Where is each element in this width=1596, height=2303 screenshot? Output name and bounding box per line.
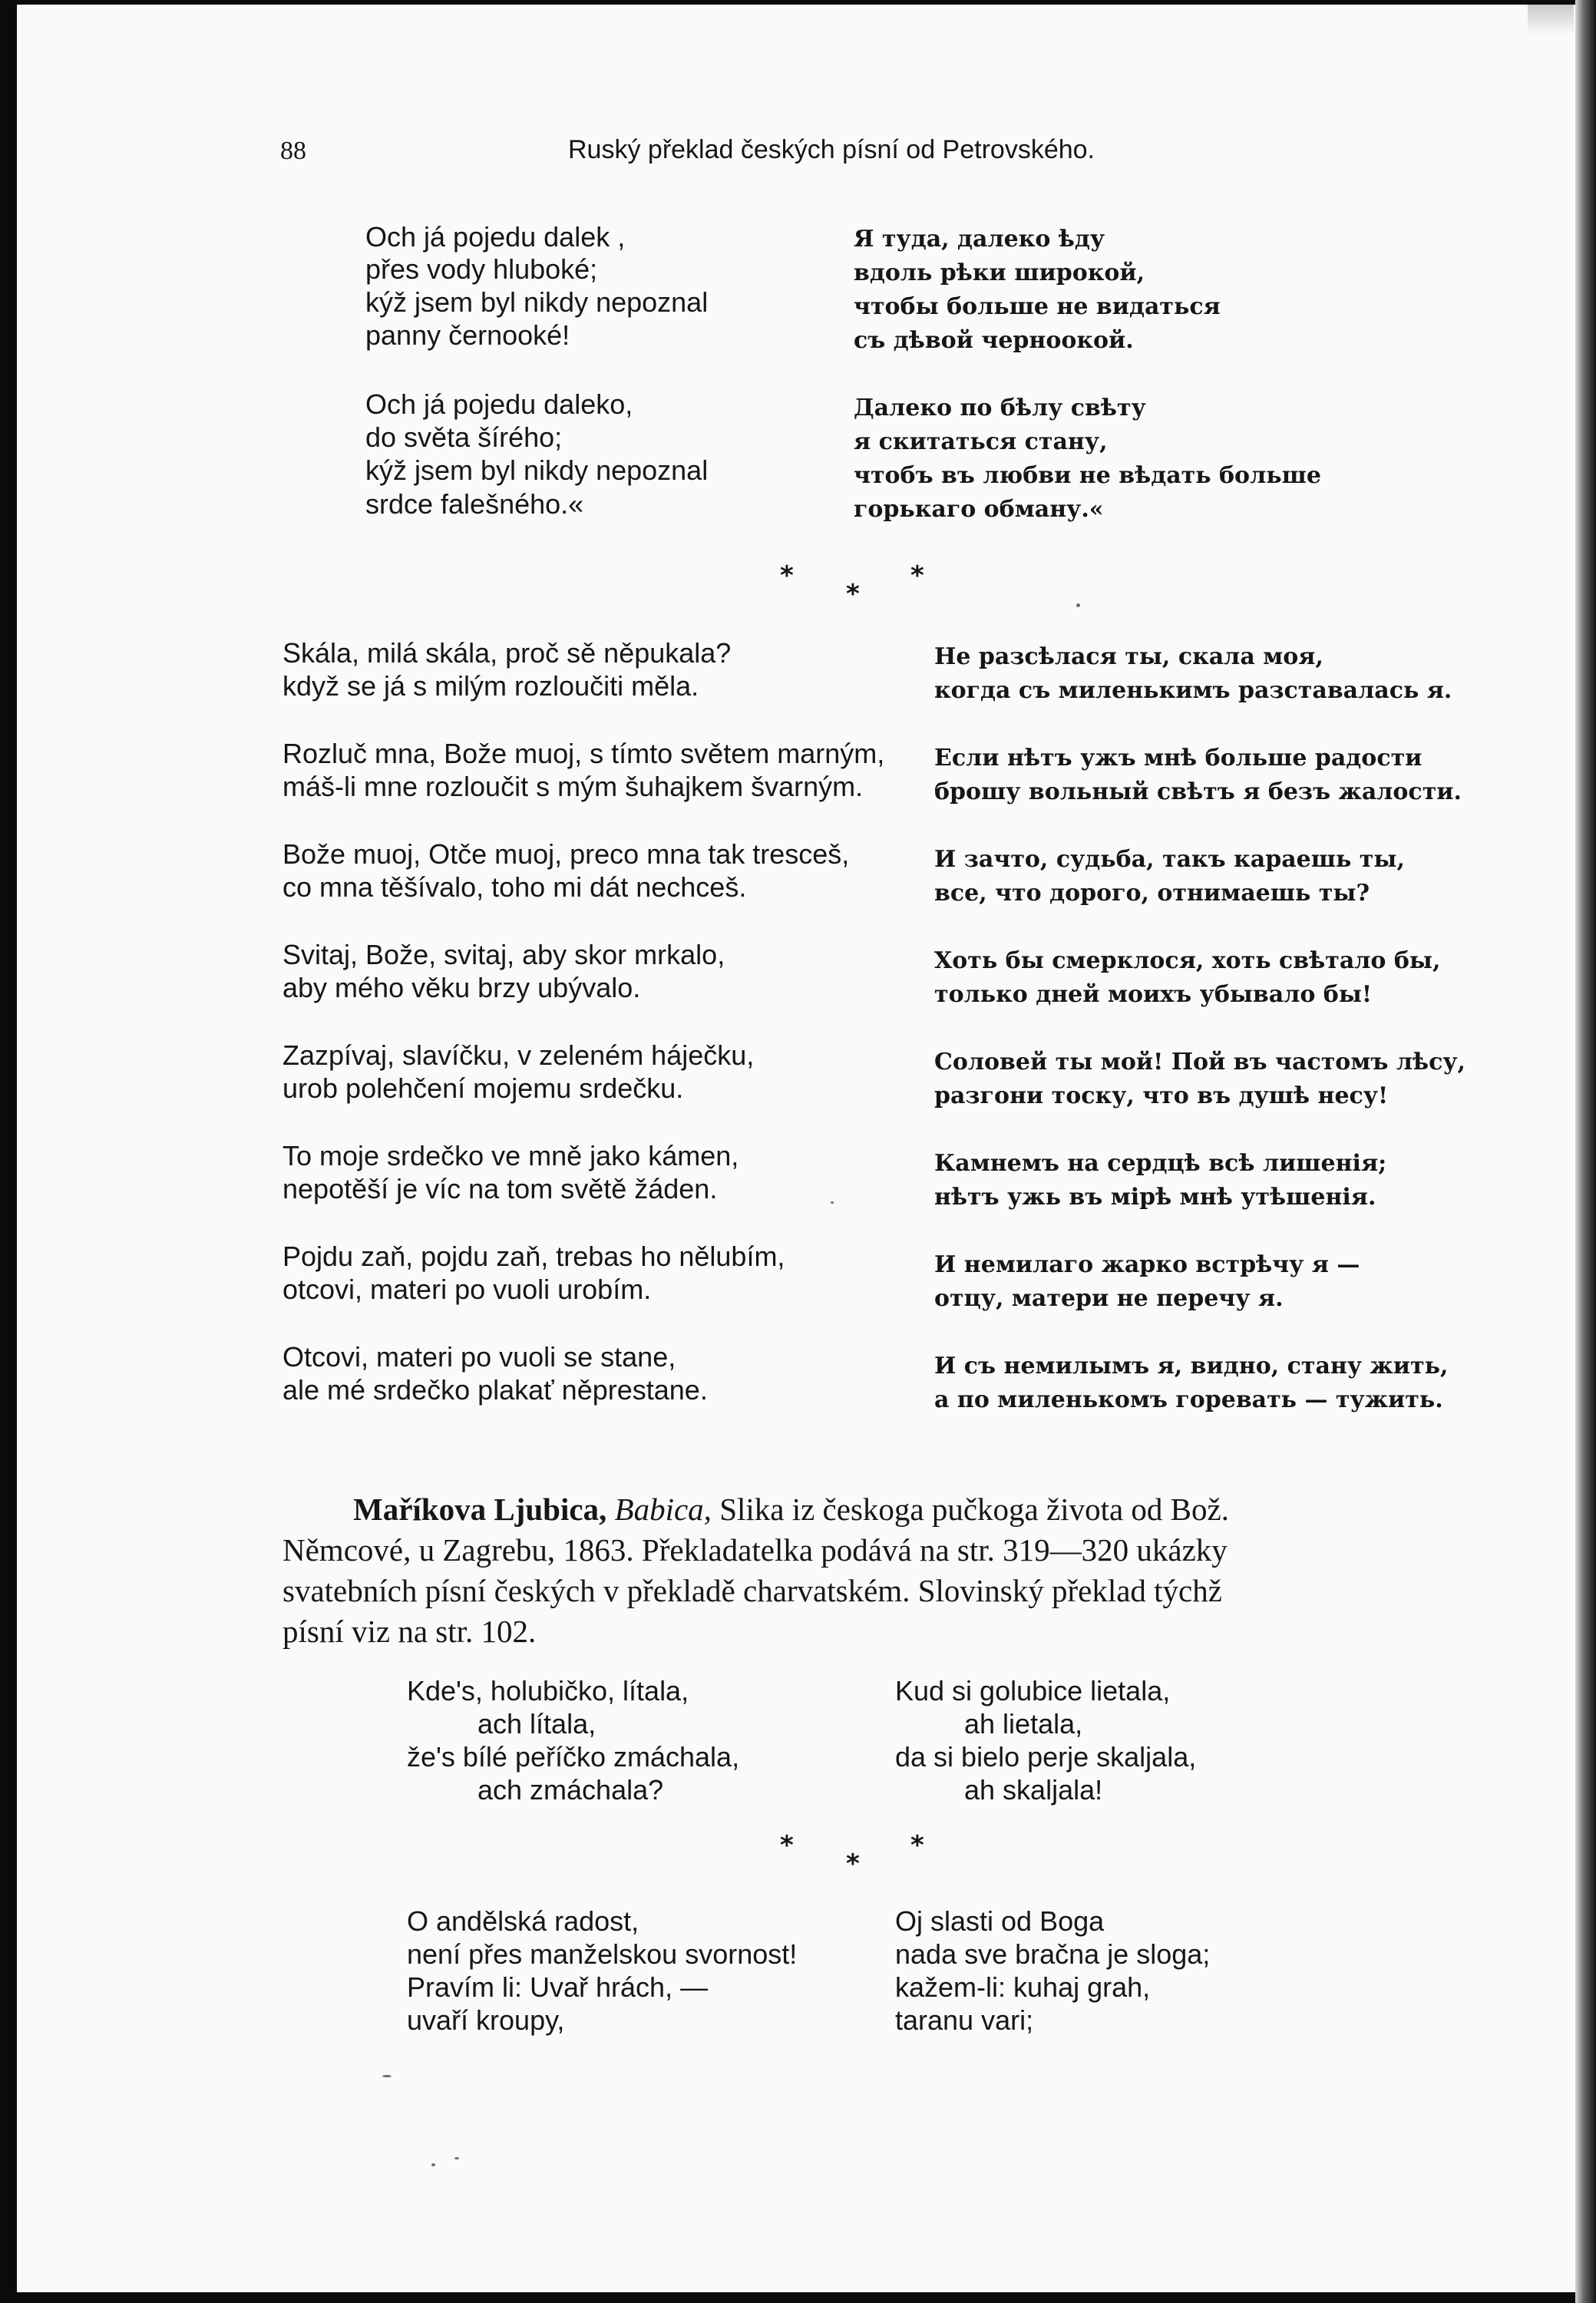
poem2-cz-line: nepotěší je víc na tom světě žáden.	[283, 1173, 718, 1204]
poem4-hr-line: taranu vari;	[895, 2004, 1034, 2036]
poem4-hr-line: nada sve bračna je sloga;	[895, 1938, 1211, 1970]
poem4-cz-line: Pravím li: Uvař hrách, —	[407, 1971, 709, 2003]
paragraph-line-1-rest: Slika iz českoga pučkoga života od Bož.	[719, 1492, 1229, 1527]
poem1-cz-line: Och já pojedu dalek ,	[365, 221, 626, 253]
poem2-cz-line: otcovi, materi po vuoli urobím.	[283, 1274, 652, 1305]
poem1-ru-line: я скитаться стану,	[854, 428, 1108, 455]
poem2-cz-line: Rozluč mna, Bože muoj, s tímto světem marným,	[283, 738, 885, 769]
separator-asterisk: *	[780, 560, 794, 591]
poem2-ru-line: нѣтъ ужь въ мірѣ мнѣ утѣшенія.	[934, 1184, 1376, 1211]
poem2-cz-line: Bože muoj, Otče muoj, preco mna tak tresceš,	[283, 838, 850, 870]
poem2-cz-line: Pojdu zaň, pojdu zaň, trebas ho nělubím,	[283, 1241, 785, 1272]
scan-speck	[1076, 603, 1080, 607]
poem2-cz-line: Svitaj, Bože, svitaj, aby skor mrkalo,	[283, 939, 725, 970]
poem2-ru-line: И немилаго жарко встрѣчу я —	[934, 1251, 1360, 1278]
scan-speck	[454, 2157, 459, 2159]
paragraph-line-4: písní viz na str. 102.	[283, 1614, 537, 1649]
poem1-cz-line: kýž jsem byl nikdy nepoznal	[365, 286, 709, 318]
paragraph-author: Maříkova Ljubica,	[353, 1492, 607, 1527]
poem4-hr-line: Oj slasti od Boga	[895, 1905, 1105, 1937]
separator-asterisk: *	[910, 1830, 924, 1861]
poem2-cz-line: aby mého věku brzy ubývalo.	[283, 972, 641, 1003]
poem3-hr-line: ah skaljala!	[964, 1774, 1103, 1806]
poem3-cz-line: ach zmáchala?	[477, 1774, 664, 1806]
paragraph-line-3: svatebních písní českých v překladě charvatském. Slovinský překlad týchž	[283, 1573, 1222, 1608]
poem4-cz-line: uvaří kroupy,	[407, 2004, 565, 2036]
poem3-hr-line: Kud si golubice lietala,	[895, 1675, 1171, 1707]
poem4-cz-line: O andělská radost,	[407, 1905, 639, 1937]
poem1-ru-line: чтобы больше не видаться	[854, 293, 1221, 320]
poem1-cz-line: srdce falešného.«	[365, 488, 584, 520]
poem2-ru-line: Соловей ты мой! Пой въ частомъ лѣсу,	[934, 1049, 1465, 1076]
scan-speck	[431, 2163, 435, 2166]
poem2-ru-line: отцу, матери не перечу я.	[934, 1285, 1284, 1312]
poem2-cz-line: urob polehčení mojemu srdečku.	[283, 1072, 684, 1104]
scan-speck	[382, 2075, 392, 2077]
poem1-ru-line: Я туда, далеко ѣду	[854, 226, 1105, 253]
poem4-hr-line: kažem-li: kuhaj grah,	[895, 1971, 1151, 2003]
poem1-cz-line: Och já pojedu daleko,	[365, 388, 633, 420]
poem2-cz-line: ale mé srdečko plakať něprestane.	[283, 1374, 708, 1406]
paragraph-work-title: Babica,	[614, 1492, 712, 1527]
poem2-ru-line: Если нѣтъ ужъ мнѣ больше радости	[934, 745, 1423, 772]
poem3-hr-line: da si bielo perje skaljala,	[895, 1741, 1197, 1773]
poem2-ru-line: а по миленькомъ горевать — тужить.	[934, 1386, 1443, 1413]
poem2-ru-line: когда съ миленькимъ разставалась я.	[934, 677, 1452, 704]
poem2-ru-line: И съ немилымъ я, видно, стану жить,	[934, 1353, 1449, 1379]
separator-asterisk: *	[910, 560, 924, 591]
separator-asterisk: *	[846, 1849, 860, 1879]
poem2-cz-line: když se já s milým rozloučiti měla.	[283, 670, 699, 702]
poem2-cz-line: Otcovi, materi po vuoli se stane,	[283, 1341, 676, 1373]
poem4-cz-line: není přes manželskou svornost!	[407, 1938, 798, 1970]
poem3-cz-line: ach lítala,	[477, 1708, 596, 1740]
poem1-cz-line: kýž jsem byl nikdy nepoznal	[365, 454, 709, 486]
poem1-ru-line: чтобъ въ любви не вѣдать больше	[854, 462, 1321, 489]
poem1-ru-line: горькаго обману.«	[854, 496, 1104, 523]
paragraph-line-2: Němcové, u Zagrebu, 1863. Překladatelka podává na str. 319—320 ukázky	[283, 1532, 1228, 1568]
running-title: Ruský překlad českých písní od Petrovského.	[568, 135, 1095, 164]
poem2-ru-line: разгони тоску, что въ душѣ несу!	[934, 1082, 1389, 1109]
poem3-cz-line: Kde's, holubičko, lítala,	[407, 1675, 689, 1707]
poem2-ru-line: все, что дорого, отнимаешь ты?	[934, 880, 1370, 907]
poem1-ru-line: Далеко по бѣлу свѣту	[854, 395, 1146, 421]
poem2-cz-line: co mna těšívalo, toho mi dát nechceš.	[283, 871, 747, 903]
poem2-ru-line: Хоть бы смерклося, хоть свѣтало бы,	[934, 947, 1441, 974]
poem3-cz-line: že's bílé peříčko zmáchala,	[407, 1741, 740, 1773]
scan-speck	[831, 1201, 834, 1204]
separator-asterisk: *	[780, 1830, 794, 1861]
poem2-ru-line: Камнемъ на сердцѣ всѣ лишенія;	[934, 1150, 1387, 1177]
page-number: 88	[280, 137, 306, 165]
poem2-cz-line: To moje srdečko ve mně jako kámen,	[283, 1140, 739, 1171]
poem1-cz-line: do světa šírého;	[365, 421, 563, 453]
poem1-cz-line: panny černooké!	[365, 319, 570, 351]
poem3-hr-line: ah lietala,	[964, 1708, 1083, 1740]
separator-asterisk: *	[846, 579, 860, 610]
poem2-cz-line: Skála, milá skála, proč sě něpukala?	[283, 637, 732, 669]
paragraph-line-1	[353, 1491, 1229, 1528]
poem2-ru-line: только дней моихъ убывало бы!	[934, 981, 1373, 1008]
poem1-cz-line: přes vody hluboké;	[365, 253, 598, 285]
poem2-ru-line: И зачто, судьба, такъ караешь ты,	[934, 846, 1405, 873]
poem1-ru-line: съ дѣвой черноокой.	[854, 327, 1134, 354]
poem1-ru-line: вдоль рѣки широкой,	[854, 259, 1145, 286]
page-edge-right	[1575, 0, 1596, 2303]
page-edge-shadow	[1528, 5, 1574, 35]
poem2-ru-line: Не разсѣлася ты, скала моя,	[934, 643, 1323, 670]
poem2-ru-line: брошу вольный свѣтъ я безъ жалости.	[934, 778, 1462, 805]
poem2-cz-line: máš-li mne rozloučit s mým šuhajkem švarným.	[283, 771, 864, 802]
poem2-cz-line: Zazpívaj, slavíčku, v zeleném háječku,	[283, 1039, 755, 1071]
